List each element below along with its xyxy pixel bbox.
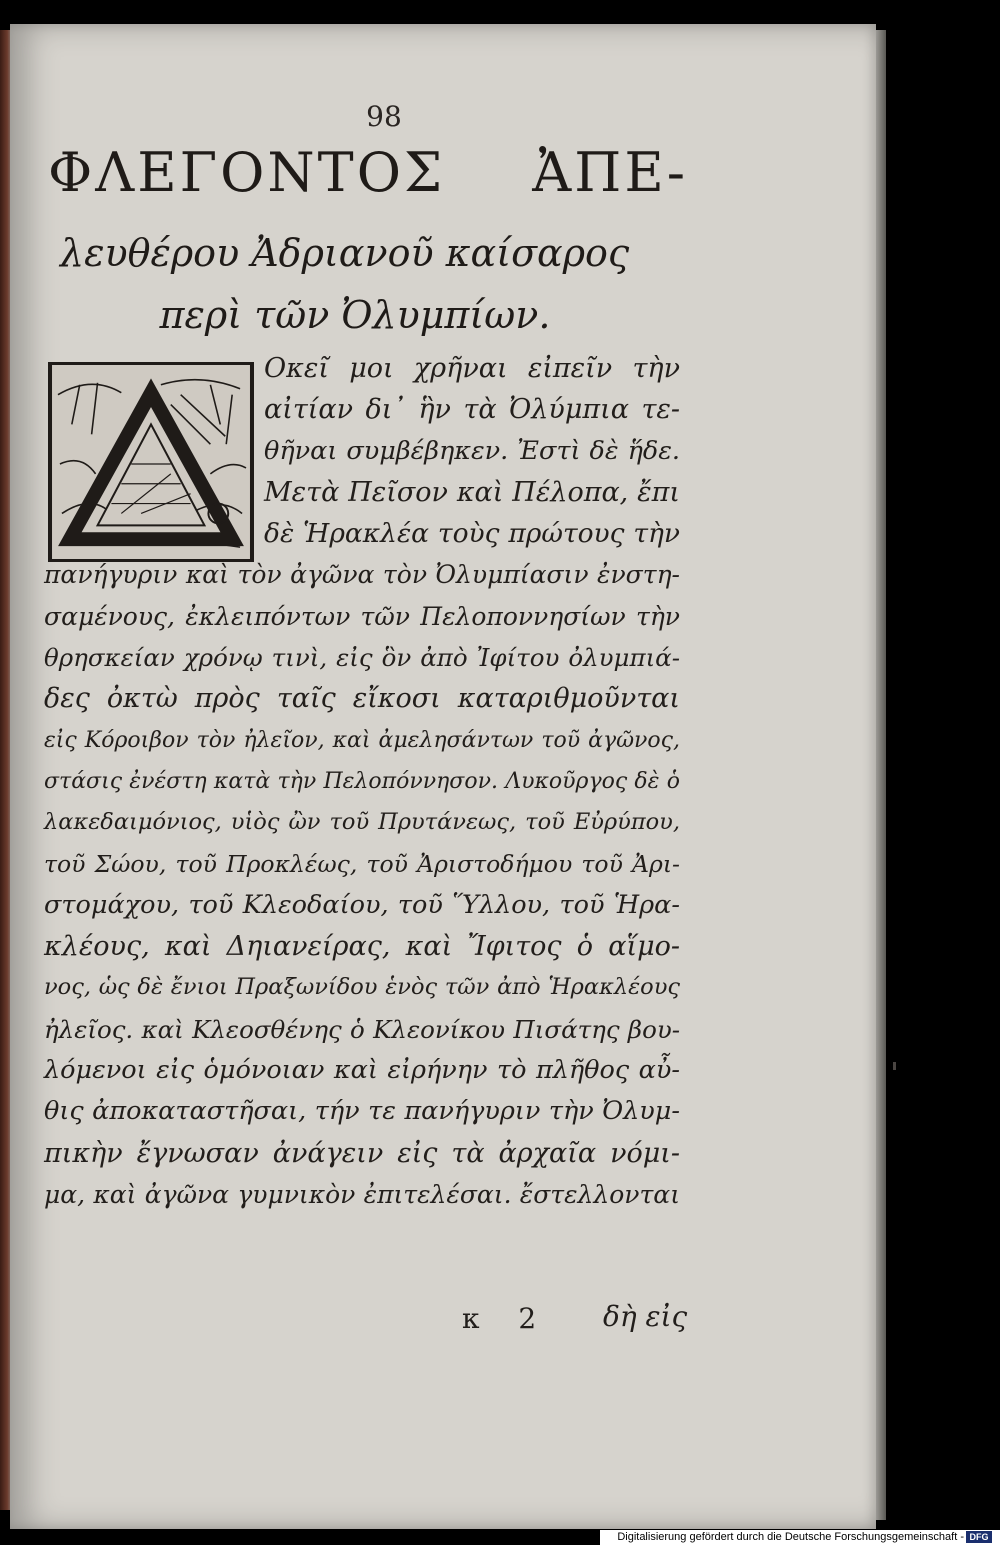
page-mark [893,1062,896,1070]
text-line: δες ὀκτὼ πρὸς ταῖς εἴκοσι καταριθμοῦνται [44,683,680,715]
text-line: αἰτίαν δι᾽ ἣν τὰ Ὀλύμπια τε- [264,394,680,426]
text-line: θῆναι συμβέβηκεν. Ἐστὶ δὲ ἥδε. [264,435,680,466]
text-line: θρησκείαν χρόνῳ τινὶ, εἰς ὃν ἀπὸ Ἰφίτου ὀλυμπιά- [44,643,680,673]
signature-mark: κ 2 [462,1302,537,1335]
text-line: στάσις ἐνέστη κατὰ τὴν Πελοπόννησον. Λυκοῦργος δὲ ὁ [44,768,680,794]
text-line: τοῦ Σώου, τοῦ Προκλέως, τοῦ Ἀριστοδήμου τοῦ Ἀρι- [44,849,680,878]
text-line: δὲ Ἡρακλέα τοὺς πρώτους τὴν [264,518,680,550]
subtitle-line: λευθέρου Ἀδριανοῦ καίσαρος [60,231,630,275]
text-line: Μετὰ Πεῖσον καὶ Πέλοπα, ἔπι [264,476,680,508]
text-line: πανήγυριν καὶ τὸν ἀγῶνα τὸν Ὀλυμπίασιν ἐνστη- [44,560,680,590]
catchword: δὴ εἰς [603,1300,688,1333]
page-number: 98 [366,100,402,133]
text-line: στομάχου, τοῦ Κλεοδαίου, τοῦ Ὕλλου, τοῦ Ἡρα- [44,889,680,920]
text-line: πικὴν ἔγνωσαν ἀνάγειν εἰς τὰ ἀρχαῖα νόμι- [44,1137,680,1169]
text-line: νος, ὡς δὲ ἔνιοι Πραξωνίδου ἑνὸς τῶν ἀπὸ Ἡρακλέους [44,974,680,1001]
text-line: θις ἀποκαταστῆσαι, τήν τε πανήγυριν τὴν Ὀλυμ- [44,1096,680,1127]
text-line: μα, καὶ ἀγῶνα γυμνικὸν ἐπιτελέσαι. ἔστελλονται [44,1179,680,1209]
text-line: λόμενοι εἰς ὁμόνοιαν καὶ εἰρήνην τὸ πλῆθος αὖ- [44,1055,680,1086]
text-line: ἠλεῖος. καὶ Κλεοσθένης ὁ Κλεονίκου Πισάτης βου- [44,1014,680,1044]
page-fore-edge [876,30,886,1520]
text-line: κλέους, καὶ Δηιανείρας, καὶ Ἴφιτος ὁ αἵμο- [44,931,680,963]
text-line: εἰς Κόροιβον τὸν ἠλεῖον, καὶ ἀμελησάντων τοῦ ἀγῶνος, [44,727,680,753]
text-line: λακεδαιμόνιος, υἱὸς ὢν τοῦ Πρυτάνεως, τοῦ Εὐρύπου, [44,809,680,836]
text-line: Οκεῖ μοι χρῆναι εἰπεῖν τὴν [264,353,680,384]
text-line: σαμένους, ἐκλειπόντων τῶν Πελοποννησίων τὴν [44,601,680,631]
page-subtitle [60,222,700,346]
page-title: ΦΛΕΓΟΝΤΟΣ ἈΠΕ- [48,141,688,204]
footer-credit: Digitalisierung gefördert durch die Deutsche Forschungsgemeinschaft - [617,1531,964,1543]
body-text [44,348,680,1215]
subtitle-line: περὶ τῶν Ὀλυμπίων. [159,293,551,337]
dfg-logo-icon: DFG [966,1531,992,1543]
